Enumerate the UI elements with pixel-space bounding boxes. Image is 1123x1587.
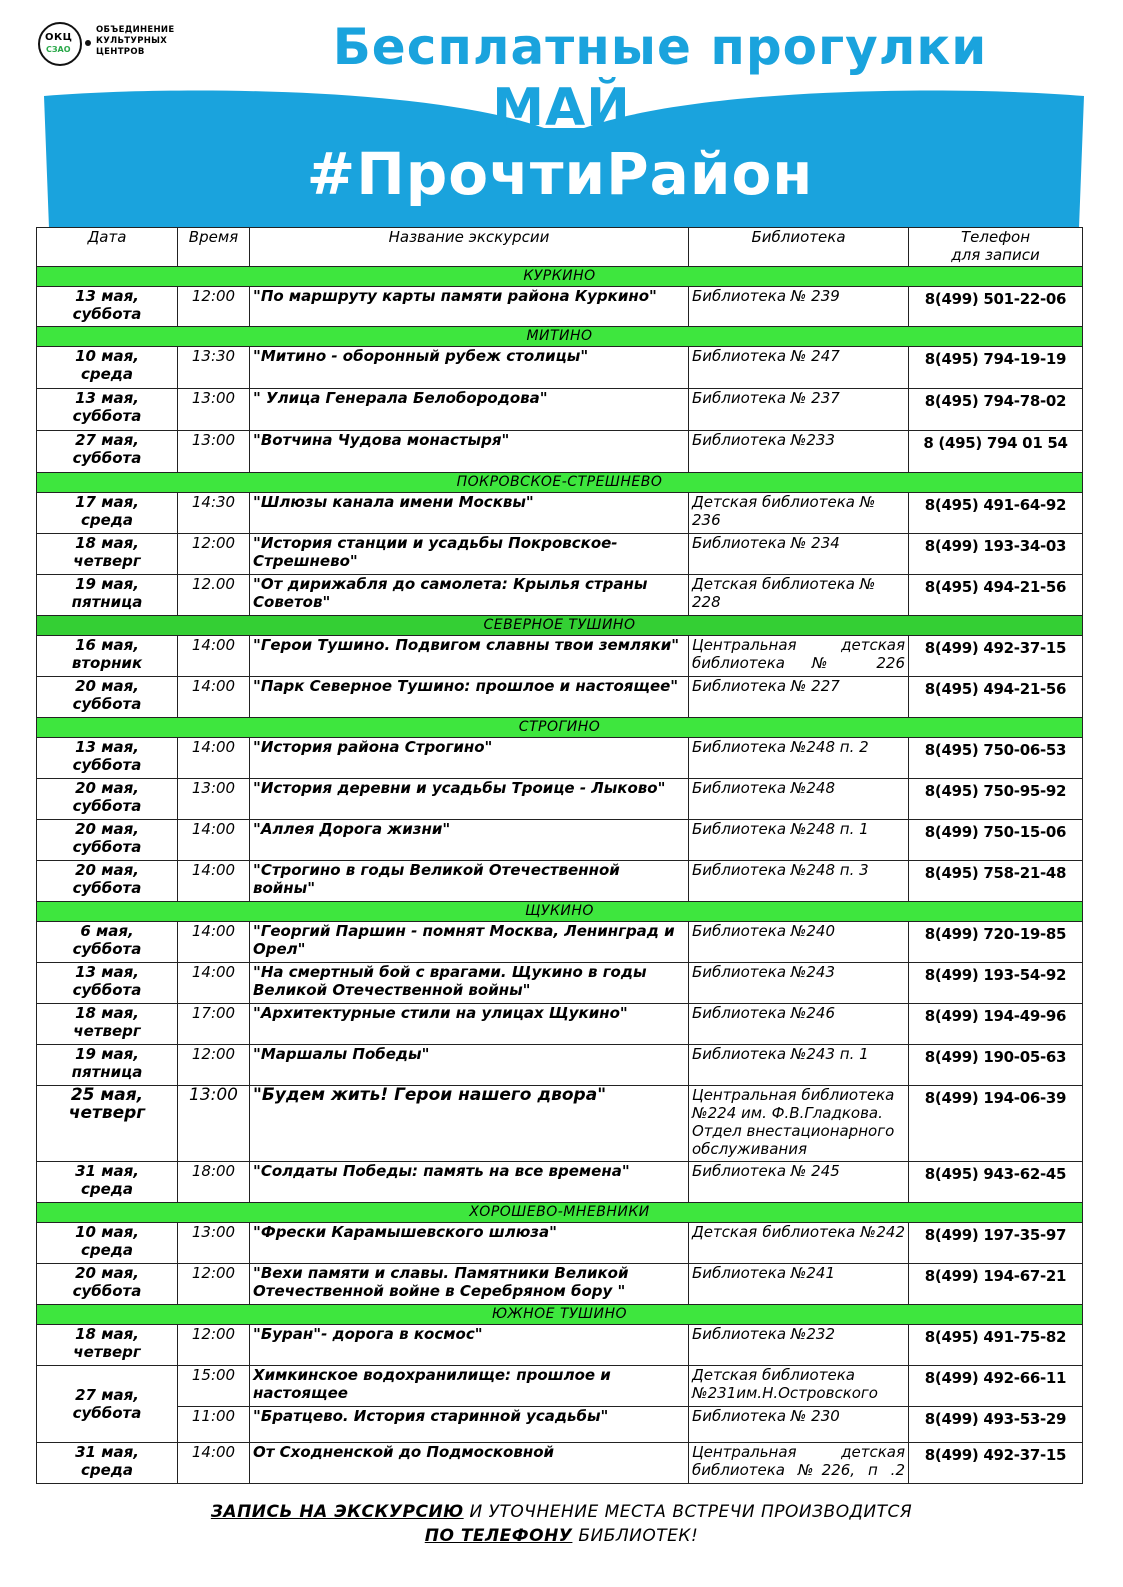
- library-cell: Детская библиотека № 236: [689, 493, 909, 534]
- excursion-name: Химкинское водохранилище: прошлое и настоящее: [250, 1366, 689, 1407]
- date-line: 10 мая,: [75, 1223, 139, 1241]
- weekday-line: суббота: [72, 449, 142, 467]
- library-cell: Библиотека № 239: [689, 287, 909, 327]
- time-cell: 14:00: [178, 636, 250, 677]
- footer-link-booking: ЗАПИСЬ НА ЭКСКУРСИЮ: [210, 1502, 464, 1522]
- excursion-name: "Вотчина Чудова монастыря": [250, 431, 689, 473]
- month-title: МАЙ: [492, 78, 631, 138]
- phone-cell: 8(499) 194-06-39: [909, 1086, 1083, 1162]
- excursion-name: "История района Строгино": [250, 738, 689, 779]
- excursion-name: "Аллея Дорога жизни": [250, 820, 689, 861]
- table-row: [37, 1325, 1083, 1366]
- table-row: [37, 1223, 1083, 1264]
- phone-cell: 8(499) 193-34-03: [909, 534, 1083, 575]
- weekday-line: четверг: [68, 1103, 146, 1123]
- weekday-line: суббота: [72, 756, 142, 774]
- phone-cell: 8 (495) 794 01 54: [909, 431, 1083, 473]
- time-cell: 12:00: [178, 534, 250, 575]
- district-row: [37, 267, 1083, 287]
- district-name: ЮЖНОЕ ТУШИНО: [37, 1305, 1083, 1325]
- logo-line2: КУЛЬТУРНЫХ: [96, 36, 168, 46]
- time-cell: 13:00: [178, 779, 250, 820]
- weekday-line: суббота: [72, 981, 142, 999]
- library-cell: Детская библиотека № 228: [689, 575, 909, 616]
- excursion-name: "История станции и усадьбы Покровское-Стрешнево": [250, 534, 689, 575]
- date-cell: [37, 1223, 178, 1264]
- excursion-name: " Улица Генерала Белобородова": [250, 389, 689, 431]
- weekday-line: суббота: [72, 407, 142, 425]
- weekday-line: четверг: [73, 552, 141, 570]
- library-cell: Детская библиотека №242: [689, 1223, 909, 1264]
- library-cell: Библиотека №248 п. 2: [689, 738, 909, 779]
- weekday-line: пятница: [71, 593, 143, 611]
- col-name: Название экскурсии: [250, 228, 689, 267]
- district-row: [37, 718, 1083, 738]
- time-cell: 15:00: [178, 1366, 250, 1407]
- date-line: 13 мая,: [75, 738, 139, 756]
- date-line: 20 мая,: [75, 820, 139, 838]
- col-library: Библиотека: [689, 228, 909, 267]
- table-row: [37, 1004, 1083, 1045]
- weekday-line: среда: [80, 1461, 134, 1479]
- date-line: 13 мая,: [75, 287, 139, 305]
- date-cell: [37, 575, 178, 616]
- excursion-name: От Сходненской до Подмосковной: [250, 1443, 689, 1484]
- date-line: 20 мая,: [75, 779, 139, 797]
- weekday-line: четверг: [73, 1343, 141, 1361]
- excursion-name: "Архитектурные стили на улицах Щукино": [250, 1004, 689, 1045]
- time-cell: 14:00: [178, 738, 250, 779]
- time-cell: 13:00: [178, 431, 250, 473]
- district-row: [37, 473, 1083, 493]
- weekday-line: среда: [80, 365, 134, 383]
- excursion-name: "Вехи памяти и славы. Памятники Великой Отечественной войне в Серебряном бору ": [250, 1264, 689, 1305]
- date-cell: [37, 820, 178, 861]
- library-cell: Центральная детская библиотека № 226: [689, 636, 909, 677]
- date-line: 18 мая,: [75, 1325, 139, 1343]
- table-row: [37, 636, 1083, 677]
- date-cell: [37, 861, 178, 902]
- phone-cell: 8(499) 193-54-92: [909, 963, 1083, 1004]
- table-row: [37, 1162, 1083, 1203]
- table-row: [37, 1443, 1083, 1484]
- date-line: 20 мая,: [75, 1264, 139, 1282]
- weekday-line: вторник: [71, 654, 143, 672]
- excursion-name: "Фрески Карамышевского шлюза": [250, 1223, 689, 1264]
- phone-cell: 8(499) 492-66-11: [909, 1366, 1083, 1407]
- date-cell: [37, 1443, 178, 1484]
- excursion-name: "История деревни и усадьбы Троице - Лыково": [250, 779, 689, 820]
- time-cell: 14:00: [178, 922, 250, 963]
- time-cell: 14:00: [178, 963, 250, 1004]
- phone-cell: 8(495) 794-78-02: [909, 389, 1083, 431]
- weekday-line: суббота: [72, 879, 142, 897]
- footer-text2: БИБЛИОТЕК!: [572, 1526, 699, 1546]
- table-row: [37, 1086, 1083, 1162]
- table-header-row: [37, 228, 1083, 267]
- time-cell: 14:00: [178, 861, 250, 902]
- table-row: [37, 1407, 1083, 1443]
- page-title: Бесплатные прогулки: [332, 18, 988, 76]
- phone-cell: 8(499) 194-49-96: [909, 1004, 1083, 1045]
- table-row: [37, 389, 1083, 431]
- phone-cell: 8(495) 494-21-56: [909, 677, 1083, 718]
- weekday-line: среда: [80, 1180, 134, 1198]
- date-cell: [37, 389, 178, 431]
- time-cell: 13:30: [178, 347, 250, 389]
- weekday-line: суббота: [72, 838, 142, 856]
- weekday-line: пятница: [71, 1063, 143, 1081]
- district-row: [37, 1203, 1083, 1223]
- library-cell: Библиотека №241: [689, 1264, 909, 1305]
- date-cell: [37, 287, 178, 327]
- date-line: 16 мая,: [75, 636, 139, 654]
- excursion-name: "Строгино в годы Великой Отечественной войны": [250, 861, 689, 902]
- date-line: 27 мая,: [75, 431, 139, 449]
- weekday-line: суббота: [72, 1282, 142, 1300]
- col-date: Дата: [37, 228, 178, 267]
- date-cell: [37, 1325, 178, 1366]
- date-line: 27 мая,: [75, 1386, 139, 1404]
- phone-cell: 8(495) 491-75-82: [909, 1325, 1083, 1366]
- time-cell: 13:00: [178, 389, 250, 431]
- time-cell: 13:00: [178, 1223, 250, 1264]
- time-cell: 14:00: [178, 820, 250, 861]
- table-row: [37, 431, 1083, 473]
- district-name: СТРОГИНО: [37, 718, 1083, 738]
- logo-line3: ЦЕНТРОВ: [96, 47, 145, 57]
- phone-cell: 8(499) 492-37-15: [909, 1443, 1083, 1484]
- library-cell: Библиотека №248 п. 1: [689, 820, 909, 861]
- excursion-name: "На смертный бой с врагами. Щукино в годы Великой Отечественной войны": [250, 963, 689, 1004]
- time-cell: 12:00: [178, 1045, 250, 1086]
- library-cell: Библиотека № 245: [689, 1162, 909, 1203]
- date-cell: [37, 677, 178, 718]
- library-cell: Библиотека №248: [689, 779, 909, 820]
- time-cell: 13:00: [178, 1086, 250, 1162]
- excursion-name: "Будем жить! Герои нашего двора": [250, 1086, 689, 1162]
- logo-line1: ОБЪЕДИНЕНИЕ: [96, 25, 175, 35]
- excursion-name: "Герои Тушино. Подвигом славны твои земляки": [250, 636, 689, 677]
- time-cell: 12:00: [178, 1325, 250, 1366]
- date-line: 17 мая,: [75, 493, 139, 511]
- date-line: 6 мая,: [80, 922, 134, 940]
- library-cell: Библиотека №233: [689, 431, 909, 473]
- schedule-table: [36, 227, 1083, 1484]
- district-name: МИТИНО: [37, 327, 1083, 347]
- date-line: 13 мая,: [75, 389, 139, 407]
- phone-cell: 8(499) 750-15-06: [909, 820, 1083, 861]
- col-phone-l2: для записи: [951, 246, 1040, 264]
- date-cell: [37, 1045, 178, 1086]
- excursion-name: "Маршалы Победы": [250, 1045, 689, 1086]
- table-row: [37, 1045, 1083, 1086]
- district-name: ПОКРОВСКОЕ-СТРЕШНЕВО: [37, 473, 1083, 493]
- date-line: 20 мая,: [75, 861, 139, 879]
- district-row: [37, 902, 1083, 922]
- weekday-line: суббота: [72, 695, 142, 713]
- logo-text: [96, 25, 174, 58]
- logo-circle-icon: [38, 22, 82, 66]
- library-cell: Библиотека № 237: [689, 389, 909, 431]
- date-cell: [37, 1366, 178, 1443]
- district-row: [37, 1305, 1083, 1325]
- hashtag-title: #ПрочтиРайон: [306, 140, 814, 208]
- footer-note: [0, 1500, 1123, 1548]
- date-line: 31 мая,: [75, 1443, 139, 1461]
- weekday-line: среда: [80, 511, 134, 529]
- table-row: [37, 347, 1083, 389]
- date-cell: [37, 922, 178, 963]
- phone-cell: 8(499) 492-37-15: [909, 636, 1083, 677]
- table-row: [37, 287, 1083, 327]
- time-cell: 18:00: [178, 1162, 250, 1203]
- phone-cell: 8(495) 794-19-19: [909, 347, 1083, 389]
- footer-text1: И УТОЧНЕНИЕ МЕСТА ВСТРЕЧИ ПРОИЗВОДИТСЯ: [463, 1502, 913, 1522]
- time-cell: 12:00: [178, 287, 250, 327]
- library-cell: Библиотека №243 п. 1: [689, 1045, 909, 1086]
- time-cell: 11:00: [178, 1407, 250, 1443]
- col-phone: [909, 228, 1083, 267]
- logo-dot-icon: [85, 40, 91, 46]
- date-cell: [37, 1004, 178, 1045]
- library-cell: Библиотека № 227: [689, 677, 909, 718]
- date-cell: [37, 779, 178, 820]
- library-cell: Детская библиотека №231им.Н.Островского: [689, 1366, 909, 1407]
- phone-cell: 8(499) 197-35-97: [909, 1223, 1083, 1264]
- phone-cell: 8(499) 501-22-06: [909, 287, 1083, 327]
- excursion-name: "Солдаты Победы: память на все времена": [250, 1162, 689, 1203]
- excursion-name: "По маршруту карты памяти района Куркино": [250, 287, 689, 327]
- date-line: 20 мая,: [75, 677, 139, 695]
- table-row: [37, 963, 1083, 1004]
- logo-abbr: ОКЦ: [45, 32, 73, 43]
- library-cell: Библиотека №240: [689, 922, 909, 963]
- district-row: [37, 616, 1083, 636]
- time-cell: 14:00: [178, 677, 250, 718]
- date-line: 13 мая,: [75, 963, 139, 981]
- table-row: [37, 575, 1083, 616]
- weekday-line: суббота: [72, 305, 142, 323]
- table-row: [37, 738, 1083, 779]
- table-row: [37, 922, 1083, 963]
- district-row: [37, 327, 1083, 347]
- district-name: ХОРОШЕВО-МНЕВНИКИ: [37, 1203, 1083, 1223]
- date-line: 19 мая,: [75, 575, 139, 593]
- date-cell: [37, 636, 178, 677]
- library-cell: Библиотека № 234: [689, 534, 909, 575]
- excursion-name: "От дирижабля до самолета: Крылья страны Советов": [250, 575, 689, 616]
- excursion-name: "Георгий Паршин - помнят Москва, Ленинград и Орел": [250, 922, 689, 963]
- footer-link-phone: ПО ТЕЛЕФОНУ: [424, 1526, 573, 1546]
- table-row: [37, 677, 1083, 718]
- phone-cell: 8(499) 190-05-63: [909, 1045, 1083, 1086]
- library-cell: Центральная библиотека №224 им. Ф.В.Гладкова. Отдел внестационарного обслуживания: [689, 1086, 909, 1162]
- phone-cell: 8(495) 491-64-92: [909, 493, 1083, 534]
- excursion-name: "Братцево. История старинной усадьбы": [250, 1407, 689, 1443]
- date-line: 31 мая,: [75, 1162, 139, 1180]
- library-cell: Библиотека №232: [689, 1325, 909, 1366]
- date-line: 18 мая,: [75, 1004, 139, 1022]
- date-line: 19 мая,: [75, 1045, 139, 1063]
- date-cell: [37, 738, 178, 779]
- table-row: [37, 1264, 1083, 1305]
- phone-cell: 8(499) 720-19-85: [909, 922, 1083, 963]
- date-cell: [37, 1264, 178, 1305]
- table-row: [37, 779, 1083, 820]
- date-cell: [37, 493, 178, 534]
- weekday-line: среда: [80, 1241, 134, 1259]
- table-row: [37, 534, 1083, 575]
- date-cell: [37, 963, 178, 1004]
- time-cell: 14:30: [178, 493, 250, 534]
- date-line: 18 мая,: [75, 534, 139, 552]
- excursion-name: "Парк Северное Тушино: прошлое и настоящее": [250, 677, 689, 718]
- time-cell: 12.00: [178, 575, 250, 616]
- district-name: КУРКИНО: [37, 267, 1083, 287]
- excursion-name: "Митино - оборонный рубеж столицы": [250, 347, 689, 389]
- time-cell: 14:00: [178, 1443, 250, 1484]
- date-cell: [37, 431, 178, 473]
- phone-cell: 8(495) 750-95-92: [909, 779, 1083, 820]
- time-cell: 12:00: [178, 1264, 250, 1305]
- weekday-line: суббота: [72, 1404, 142, 1422]
- time-cell: 17:00: [178, 1004, 250, 1045]
- excursion-name: "Шлюзы канала имени Москвы": [250, 493, 689, 534]
- date-line: 25 мая,: [70, 1085, 144, 1105]
- phone-cell: 8(495) 750-06-53: [909, 738, 1083, 779]
- district-name: СЕВЕРНОЕ ТУШИНО: [37, 616, 1083, 636]
- weekday-line: четверг: [73, 1022, 141, 1040]
- date-cell: [37, 1086, 178, 1162]
- phone-cell: 8(495) 943-62-45: [909, 1162, 1083, 1203]
- district-name: ЩУКИНО: [37, 902, 1083, 922]
- phone-cell: 8(495) 494-21-56: [909, 575, 1083, 616]
- excursion-name: "Буран"- дорога в космос": [250, 1325, 689, 1366]
- library-cell: Библиотека № 247: [689, 347, 909, 389]
- phone-cell: 8(495) 758-21-48: [909, 861, 1083, 902]
- col-time: Время: [178, 228, 250, 267]
- phone-cell: 8(499) 493-53-29: [909, 1407, 1083, 1443]
- library-cell: Библиотека №243: [689, 963, 909, 1004]
- table-row: [37, 820, 1083, 861]
- date-cell: [37, 347, 178, 389]
- weekday-line: суббота: [72, 940, 142, 958]
- library-cell: Библиотека № 230: [689, 1407, 909, 1443]
- table-row: [37, 1366, 1083, 1407]
- table-row: [37, 493, 1083, 534]
- date-cell: [37, 534, 178, 575]
- date-cell: [37, 1162, 178, 1203]
- date-line: 10 мая,: [75, 347, 139, 365]
- phone-cell: 8(499) 194-67-21: [909, 1264, 1083, 1305]
- library-cell: Центральная детская библиотека №226, п .2: [689, 1443, 909, 1484]
- table-row: [37, 861, 1083, 902]
- weekday-line: суббота: [72, 797, 142, 815]
- logo-sub: СЗАО: [46, 45, 71, 54]
- library-cell: Библиотека №246: [689, 1004, 909, 1045]
- okc-logo: [38, 22, 208, 72]
- col-phone-l1: Телефон: [960, 228, 1031, 246]
- library-cell: Библиотека №248 п. 3: [689, 861, 909, 902]
